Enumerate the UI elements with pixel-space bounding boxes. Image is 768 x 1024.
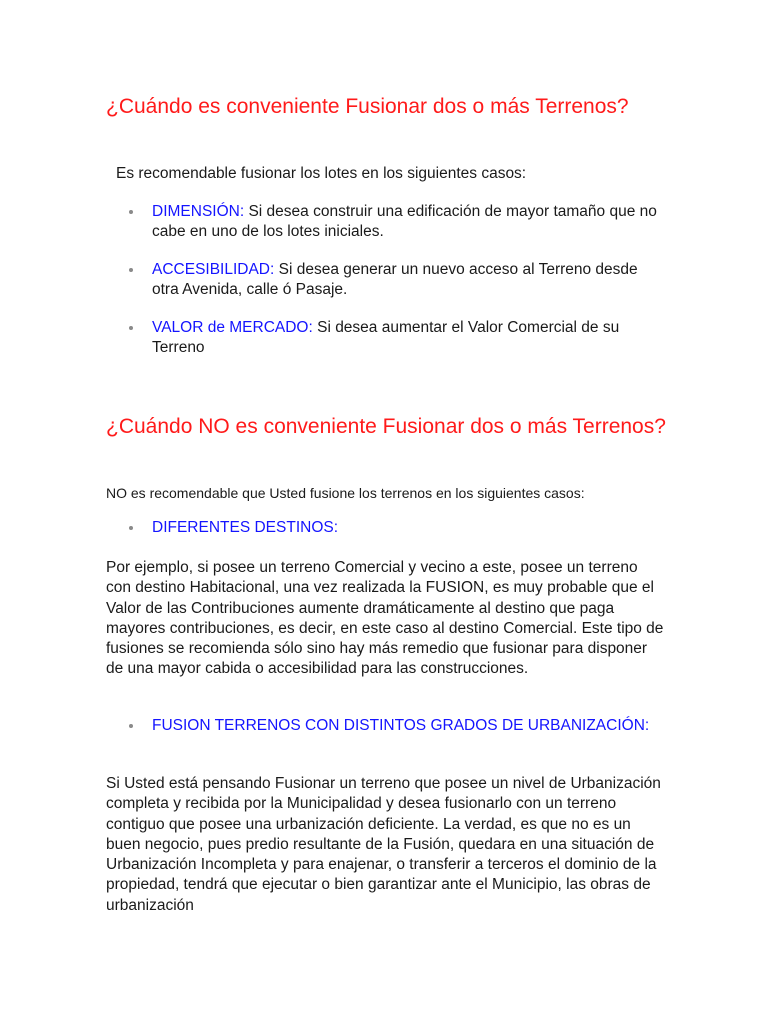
case-list-destinations bbox=[128, 518, 668, 538]
bullet-icon bbox=[129, 724, 133, 728]
list-item-different-destinations bbox=[128, 518, 668, 538]
case-list-urbanization bbox=[128, 716, 668, 736]
bullet-icon bbox=[129, 210, 133, 214]
section1-intro: Es recomendable fusionar los lotes en los siguientes casos: bbox=[116, 165, 527, 182]
term-different-destinations: DIFERENTES DESTINOS: bbox=[152, 519, 339, 536]
section1-list bbox=[128, 202, 668, 376]
term-dimension: DIMENSIÓN: bbox=[152, 203, 245, 220]
bullet-icon bbox=[129, 268, 133, 272]
list-item-market-value bbox=[128, 318, 668, 358]
paragraph-urbanization-grades: Si Usted está pensando Fusionar un terreno que posee un nivel de Urbanización completa y recibida por la Municipalidad y desea fusionarlo con un terreno contiguo que posee una urbanización deficiente. La verdad, es que no es un buen negocio, pues predio resultante de la Fusión, quedara en una situación de Urbanización Incompleta y para enajenar, o transferir a terceros el dominio de la propiedad, tendrá que ejecutar o bien garantizar ante el Municipio, las obras de urbanización bbox=[106, 775, 661, 914]
paragraph-different-destinations: Por ejemplo, si posee un terreno Comercial y vecino a este, posee un terreno con destino Habitacional, una vez realizada la FUSION, es muy probable que el Valor de las Contribuciones aumente dramáticamente al destino que paga mayores contribuciones, es decir, en este caso al destino Comercial. Este tipo de fusiones se recomienda sólo sino hay más remedio que fusionar para disponer de una mayor cabida o accesibilidad para las construcciones. bbox=[106, 559, 664, 678]
term-urbanization-grades: FUSION TERRENOS CON DISTINTOS GRADOS DE URBANIZACIÓN: bbox=[152, 717, 650, 734]
section1-heading: ¿Cuándo es conveniente Fusionar dos o más Terrenos? bbox=[106, 95, 629, 118]
list-item-urbanization-grades bbox=[128, 716, 668, 736]
bullet-icon bbox=[129, 526, 133, 530]
bullet-icon bbox=[129, 326, 133, 330]
section2-heading: ¿Cuándo NO es conveniente Fusionar dos o más Terrenos? bbox=[106, 415, 666, 438]
list-item-accessibility bbox=[128, 260, 668, 300]
item-text-market-value: Si desea aumentar el Valor Comercial de su Terreno bbox=[152, 319, 620, 356]
term-accessibility: ACCESIBILIDAD: bbox=[152, 261, 275, 278]
item-text-accessibility: Si desea generar un nuevo acceso al Terreno desde otra Avenida, calle ó Pasaje. bbox=[152, 261, 638, 298]
item-text-dimension: Si desea construir una edificación de mayor tamaño que no cabe en uno de los lotes iniciales. bbox=[152, 203, 657, 240]
term-market-value: VALOR de MERCADO: bbox=[152, 319, 313, 336]
section2-intro: NO es recomendable que Usted fusione los terrenos en los siguientes casos: bbox=[106, 485, 585, 501]
list-item-dimension bbox=[128, 202, 668, 242]
